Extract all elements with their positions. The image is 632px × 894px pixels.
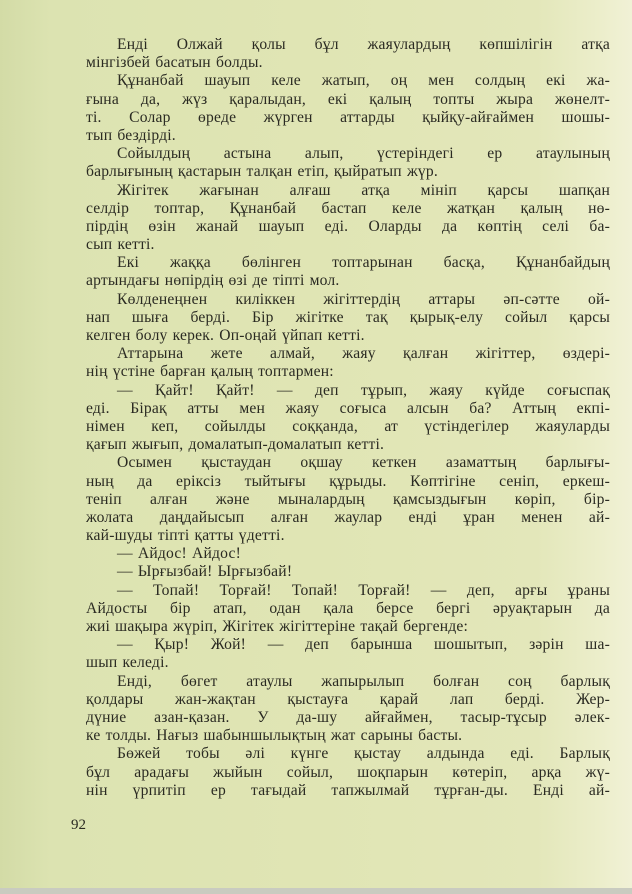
text-line: Осымен қыстаудан оқшау кеткен азаматтың барлығы- xyxy=(117,454,610,472)
text-line: нап шыға берді. Бір жігітке тақ қырық-елу сойыл қарсы xyxy=(86,308,610,326)
text-line: Екі жаққа бөлінген топтарынан басқа, Құнанбайдың xyxy=(117,254,610,272)
paragraph xyxy=(86,382,610,455)
text-line: жолата даңдайысып алған жаулар енді ұран менен ай- xyxy=(86,508,610,526)
paragraph xyxy=(86,545,610,563)
paragraph xyxy=(86,145,610,181)
text-line: артындағы нөпірдің өзі де тіпті мол. xyxy=(86,272,340,290)
text-line: ның да еріксіз тыйтығы құрыды. Көптігіне сеніп, еркеш- xyxy=(86,472,610,490)
text-line: кай-шуды тіпті қатты үдетті. xyxy=(86,527,285,545)
text-line: Енді, бөгет атаулы жапырылып болған соң барлық xyxy=(117,672,610,690)
paragraph xyxy=(86,636,610,672)
paragraph xyxy=(86,454,610,545)
text-line: ке толды. Нағыз шабыншылықтың жат сарыны басты. xyxy=(86,727,463,745)
text-line: дүние азан-қазан. У да-шу айғаймен, тасыр-тұсыр әлек- xyxy=(86,708,610,726)
text-line: сып кетті. xyxy=(86,236,155,254)
text-line: келген болу керек. Оп-оңай үйпап кетті. xyxy=(86,327,365,344)
paragraph xyxy=(86,182,610,255)
paragraph xyxy=(86,291,610,346)
text-line: ғына да, жүз қаралыдан, екі қалың топты жыра жөнелт- xyxy=(86,90,610,108)
text-line: — Қайт! Қайт! — деп тұрып, жаяу күйде соғыспақ xyxy=(117,381,610,399)
text-line: Енді Олжай қолы бұл жаяулардың көпшілігін атқа xyxy=(117,36,610,53)
text-line: Бөжей тобы әлі күнге қыстау алдында еді. Барлық xyxy=(117,745,610,763)
text-line: пірдің өзін жанай шауып еді. Оларды да көптің селі ба- xyxy=(86,217,610,235)
text-line: теніп алған және мыналардың қамсыздығын көріп, бір- xyxy=(86,490,610,508)
text-line: німен кеп, сойылды соққанда, ат үстіндегілер жаяуларды xyxy=(86,417,610,435)
text-line: қолдары жан-жақтан қыстауға қарай лап берді. Жер- xyxy=(86,690,610,708)
text-line: Құнанбай шауып келе жатып, оң мен солдың екі жа- xyxy=(117,72,610,90)
paragraph xyxy=(86,36,610,72)
text-line: — Айдос! Айдос! xyxy=(117,545,242,563)
text-line: Көлденеңнен киліккен жігіттердің аттары әп-сәтте ой- xyxy=(117,290,610,308)
text-line: шып келеді. xyxy=(86,654,169,672)
text-line: нің үстіне барған қалың топтармен: xyxy=(86,363,334,381)
paragraph xyxy=(86,72,610,145)
text-line: ті. Солар өреде жүрген аттарды қыйқу-айғаймен шошы- xyxy=(86,108,610,126)
paragraph xyxy=(86,254,610,290)
paragraph xyxy=(86,563,610,581)
text-line: Аттарына жете алмай, жаяу қалған жігіттер, өздері- xyxy=(117,345,610,363)
paragraph xyxy=(86,345,610,381)
text-line: қағып жығып, домалатып-домалатып кетті. xyxy=(86,436,385,454)
text-line: Жігітек жағынан алғаш атқа мініп қарсы шапқан xyxy=(117,181,610,199)
text-line: еді. Бірақ атты мен жаяу соғыса алсын ба? Аттың екпі- xyxy=(86,399,610,417)
text-line: Сойылдың астына алып, үстеріндегі ер атаулының xyxy=(117,145,610,163)
text-line: — Топай! Торғай! Топай! Торғай! — деп, арғы ұраны xyxy=(117,581,610,599)
text-line: барлығының қастарын талқан етіп, қыйратып жүр. xyxy=(86,163,439,181)
text-line: — Ырғызбай! Ырғызбай! xyxy=(117,563,293,581)
text-line: нін үрпитіп ер тағыдай тапжылмай тұрған-ды. Енді ай- xyxy=(86,781,610,799)
page-body-text xyxy=(86,36,610,800)
paragraph xyxy=(86,582,610,637)
text-line: мінгізбей басатын болды. xyxy=(86,54,263,72)
paragraph xyxy=(86,673,610,746)
paragraph xyxy=(86,745,610,800)
text-line: — Қыр! Жой! — деп барынша шошытып, зәрін ша- xyxy=(117,636,610,654)
page-number: 92 xyxy=(71,817,86,833)
text-line: Айдосты бір атап, одан қала берсе бергі әруақтарын да xyxy=(86,599,610,617)
text-line: тып бездірді. xyxy=(86,126,176,144)
text-line: жиі шақыра жүріп, Жігітек жігіттеріне тақай бергенде: xyxy=(86,618,469,635)
scan-bottom-edge xyxy=(0,888,632,894)
text-line: бұл арадағы жыйын сойыл, шоқпарын көтеріп, арқа жү- xyxy=(86,763,610,781)
text-line: селдір топтар, Құнанбай бастап келе жатқан қалың нө- xyxy=(86,199,610,217)
